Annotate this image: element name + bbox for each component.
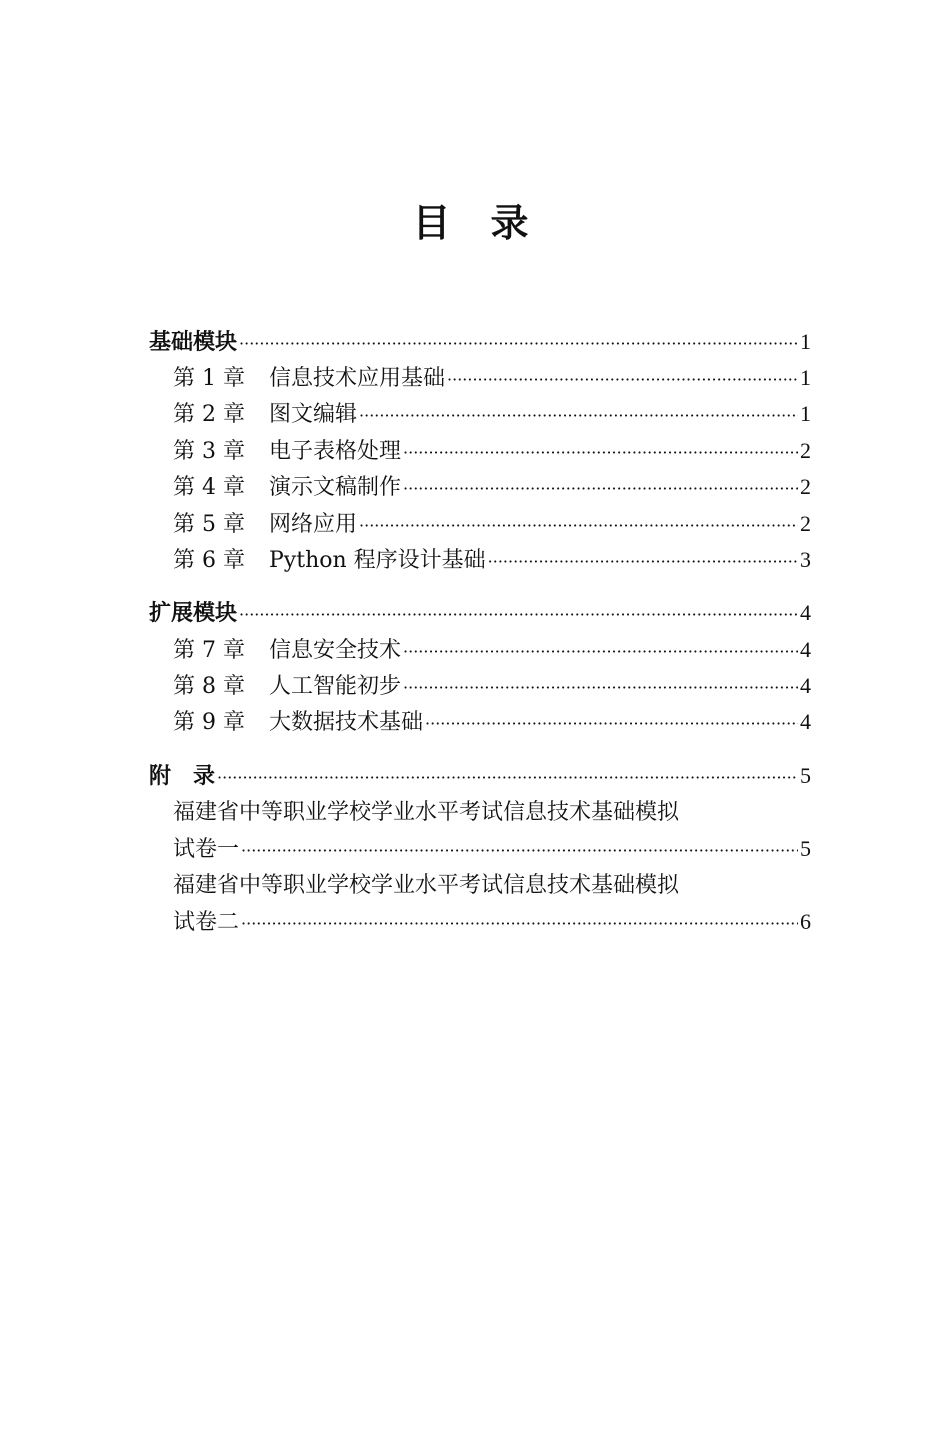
- toc-chapter-3[interactable]: [173, 436, 811, 466]
- toc-section-extended[interactable]: [149, 598, 811, 628]
- dot-leader: [447, 364, 798, 395]
- chapter-number: 第 3 章: [173, 439, 245, 464]
- page-number: 6: [800, 909, 811, 934]
- page-title: 目 录: [412, 201, 530, 245]
- page-number: 2: [800, 511, 811, 536]
- toc-chapter-2[interactable]: [173, 399, 811, 429]
- appendix-title-line2: 试卷一: [173, 837, 240, 862]
- dot-leader: [217, 762, 798, 793]
- toc-appendix-1-line1[interactable]: [173, 798, 811, 828]
- page-number: 5: [800, 763, 811, 788]
- chapter-title: 图文编辑: [269, 402, 358, 427]
- page-number: 5: [800, 836, 811, 861]
- toc-appendix-1-line2[interactable]: [173, 834, 811, 864]
- page-number: 1: [800, 329, 811, 354]
- dot-leader: [241, 908, 798, 939]
- toc-appendix-2-line1[interactable]: [173, 871, 811, 901]
- page-number: 4: [800, 673, 811, 698]
- section-title: 基础模块: [149, 330, 238, 355]
- chapter-title: 演示文稿制作: [269, 475, 402, 500]
- toc-section-basic[interactable]: [149, 327, 811, 357]
- toc-chapter-6[interactable]: [173, 545, 811, 575]
- page-number: 2: [800, 438, 811, 463]
- page-number: 1: [800, 365, 811, 390]
- dot-leader: [488, 546, 798, 577]
- chapter-number: 第 4 章: [173, 475, 245, 500]
- toc-chapter-8[interactable]: [173, 671, 811, 701]
- dot-leader: [403, 672, 798, 703]
- page-number: 1: [800, 401, 811, 426]
- toc-chapter-5[interactable]: [173, 509, 811, 539]
- chapter-number: 第 8 章: [173, 674, 245, 699]
- page-number: 4: [800, 637, 811, 662]
- chapter-number: 第 5 章: [173, 512, 245, 537]
- dot-leader: [425, 708, 798, 739]
- chapter-title: 人工智能初步: [269, 674, 402, 699]
- page-number: 4: [800, 709, 811, 734]
- toc-chapter-4[interactable]: [173, 472, 811, 502]
- chapter-number: 第 9 章: [173, 710, 245, 735]
- chapter-title: 大数据技术基础: [269, 710, 424, 735]
- page-number: 3: [800, 547, 811, 572]
- dot-leader: [403, 473, 798, 504]
- dot-leader: [403, 636, 798, 667]
- chapter-title: 网络应用: [269, 512, 358, 537]
- appendix-title-line2: 试卷二: [173, 910, 240, 935]
- toc-appendix-2-line2[interactable]: [173, 907, 811, 937]
- toc-chapter-7[interactable]: [173, 635, 811, 665]
- chapter-number: 第 2 章: [173, 402, 245, 427]
- chapter-title: 信息技术应用基础: [269, 366, 446, 391]
- chapter-number: 第 1 章: [173, 366, 245, 391]
- chapter-title: 信息安全技术: [269, 638, 402, 663]
- dot-leader: [241, 835, 798, 866]
- appendix-title-line1: 福建省中等职业学校学业水平考试信息技术基础模拟: [173, 873, 680, 898]
- chapter-number: 第 6 章: [173, 548, 245, 573]
- dot-leader: [239, 328, 798, 359]
- dot-leader: [359, 400, 798, 431]
- section-title: 扩展模块: [149, 601, 238, 626]
- dot-leader: [239, 599, 798, 630]
- page-number: 2: [800, 474, 811, 499]
- dot-leader: [359, 510, 798, 541]
- section-title: 附 录: [149, 764, 216, 789]
- toc-section-appendix[interactable]: [149, 761, 811, 791]
- chapter-title: Python 程序设计基础: [269, 548, 486, 573]
- toc-chapter-1[interactable]: [173, 363, 811, 393]
- appendix-title-line1: 福建省中等职业学校学业水平考试信息技术基础模拟: [173, 800, 680, 825]
- chapter-number: 第 7 章: [173, 638, 245, 663]
- dot-leader: [403, 437, 798, 468]
- chapter-title: 电子表格处理: [269, 439, 402, 464]
- toc-chapter-9[interactable]: [173, 707, 811, 737]
- page-number: 4: [800, 600, 811, 625]
